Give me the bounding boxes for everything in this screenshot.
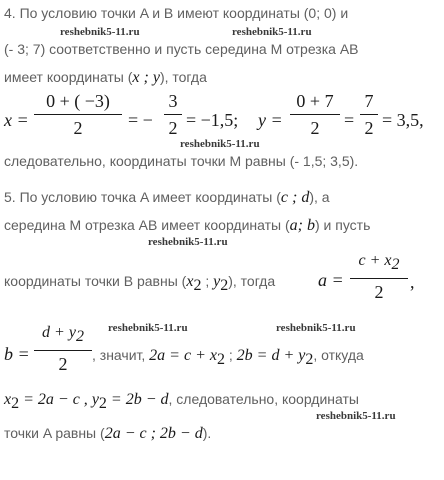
p5-frac-b-den: 2 — [58, 354, 68, 374]
p4-frac-1-num: 0 + ( −3) — [46, 91, 110, 111]
p5-y2: y — [213, 273, 221, 290]
p4-eq-x-lhs: x = — [4, 110, 29, 130]
p5-eq-2a: 2a = c + x — [149, 347, 217, 364]
p5-x2-result-sub: 2 — [11, 395, 20, 412]
p4-line-3-text: имеет координаты ( — [4, 69, 133, 85]
p4-frac-4-bar — [360, 114, 378, 115]
p5-y2-result: y — [91, 391, 99, 408]
p4-frac-2-bar — [164, 114, 182, 115]
p5-frac-a — [350, 250, 408, 303]
p5-a-lhs: a = — [318, 270, 344, 290]
p4-line-1: 4. По условию точки A и B имеют координаты (0; 0) и — [4, 5, 349, 21]
p5-frac-b — [34, 322, 92, 375]
p5-frac-b-bar — [34, 350, 92, 351]
p5-frac-a-num — [350, 250, 408, 276]
watermark: reshebnik5-11.ru — [180, 138, 260, 150]
p4-eq-val-1: = −1,5; — [186, 110, 239, 130]
p5-frac-a-tail: , — [410, 272, 415, 292]
p5-line-3-sep: ; — [201, 273, 214, 289]
p4-line-2: (- 3; 7) соответственно и пусть середина M отрезка AB — [4, 41, 359, 57]
p4-line-5: следовательно, координаты точки M равны (- 1,5; 3,5). — [4, 153, 359, 169]
p5-coords-ab: a; b — [289, 217, 315, 234]
p4-coords-xy: x ; y — [132, 69, 160, 86]
p5-line-1 — [4, 188, 330, 207]
p5-line-3 — [4, 272, 275, 295]
p4-frac-3-num: 0 + 7 — [296, 91, 334, 111]
p5-coords-cd: c ; d — [280, 189, 310, 206]
watermark: reshebnik5-11.ru — [232, 26, 312, 38]
p5-frac-b-num-text: d + y — [42, 324, 76, 341]
p5-line-2 — [4, 216, 370, 235]
watermark: reshebnik5-11.ru — [316, 410, 396, 422]
p4-frac-1-bar — [34, 114, 122, 115]
p4-line-3-tail: ), тогда — [159, 69, 207, 85]
p5-frac-a-num-text: c + x — [358, 252, 392, 269]
watermark: reshebnik5-11.ru — [276, 322, 356, 334]
p5-frac-a-bar — [350, 278, 408, 279]
watermark: reshebnik5-11.ru — [60, 26, 140, 38]
p4-eq-val-2: = 3,5, — [382, 110, 424, 130]
p4-frac-3 — [290, 90, 340, 139]
p5-line-4-text: , значит, — [92, 347, 150, 363]
p4-line-3 — [4, 68, 207, 87]
p5-line-3-text: координаты точки B равны ( — [4, 273, 187, 289]
p5-line-6-text: точки A равны ( — [4, 425, 105, 441]
p5-line-2-tail: ) и пусть — [314, 217, 371, 233]
watermark: reshebnik5-11.ru — [148, 236, 228, 248]
p5-eq-2b: 2b = d + y — [236, 347, 306, 364]
p4-frac-2-den: 2 — [168, 118, 178, 138]
p5-point-a-coords: 2a − c ; 2b − d — [104, 425, 203, 442]
p5-line-6-tail: ). — [202, 425, 212, 441]
p5-x2-result: x — [4, 391, 12, 408]
p5-frac-a-num-sub: 2 — [391, 256, 400, 273]
p5-line-6 — [4, 424, 211, 443]
p5-line-2-text: середина M отрезка AB имеет координаты ( — [4, 217, 290, 233]
p5-frac-b-num-sub: 2 — [75, 328, 84, 345]
p4-frac-4 — [360, 90, 378, 139]
p5-line-5-tail: , следовательно, координаты — [168, 391, 359, 407]
p5-line-3-tail: ), тогда — [228, 273, 276, 289]
p5-eq-2b-sub: 2 — [305, 351, 314, 368]
p4-frac-1 — [34, 90, 122, 139]
p5-line-1-text: 5. По условию точка A имеет координаты ( — [4, 189, 281, 205]
p4-eq-y-lhs: y = — [258, 110, 283, 130]
p5-x2-sub: 2 — [193, 277, 202, 294]
p5-eq-2a-sub: 2 — [216, 351, 225, 368]
p5-line-4-tail: , откуда — [313, 347, 364, 363]
p5-y2-sub: 2 — [220, 277, 229, 294]
p5-frac-a-den: 2 — [374, 282, 384, 302]
p5-x2-expr: = 2a − c , — [19, 391, 92, 408]
p4-frac-2 — [164, 90, 182, 139]
p5-line-1-tail: ), а — [309, 189, 330, 205]
p4-frac-2-num: 3 — [168, 91, 178, 111]
p5-line-4-sep: ; — [224, 347, 237, 363]
p5-x2: x — [186, 273, 194, 290]
p5-line-4 — [92, 346, 364, 369]
p4-frac-3-bar — [290, 114, 340, 115]
p4-eq-mid-1: = − — [128, 110, 153, 130]
p4-eq-mid-2: = — [344, 110, 355, 130]
p5-frac-b-num — [34, 322, 92, 348]
p4-frac-1-den: 2 — [73, 118, 83, 138]
p5-b-lhs: b = — [4, 344, 30, 364]
p5-line-5 — [4, 390, 359, 413]
p5-y2-expr: = 2b − d — [106, 391, 169, 408]
p4-frac-4-num: 7 — [364, 91, 374, 111]
p4-frac-3-den: 2 — [310, 118, 320, 138]
p4-frac-4-den: 2 — [364, 118, 374, 138]
watermark: reshebnik5-11.ru — [108, 322, 188, 334]
p5-y2-result-sub: 2 — [98, 395, 107, 412]
